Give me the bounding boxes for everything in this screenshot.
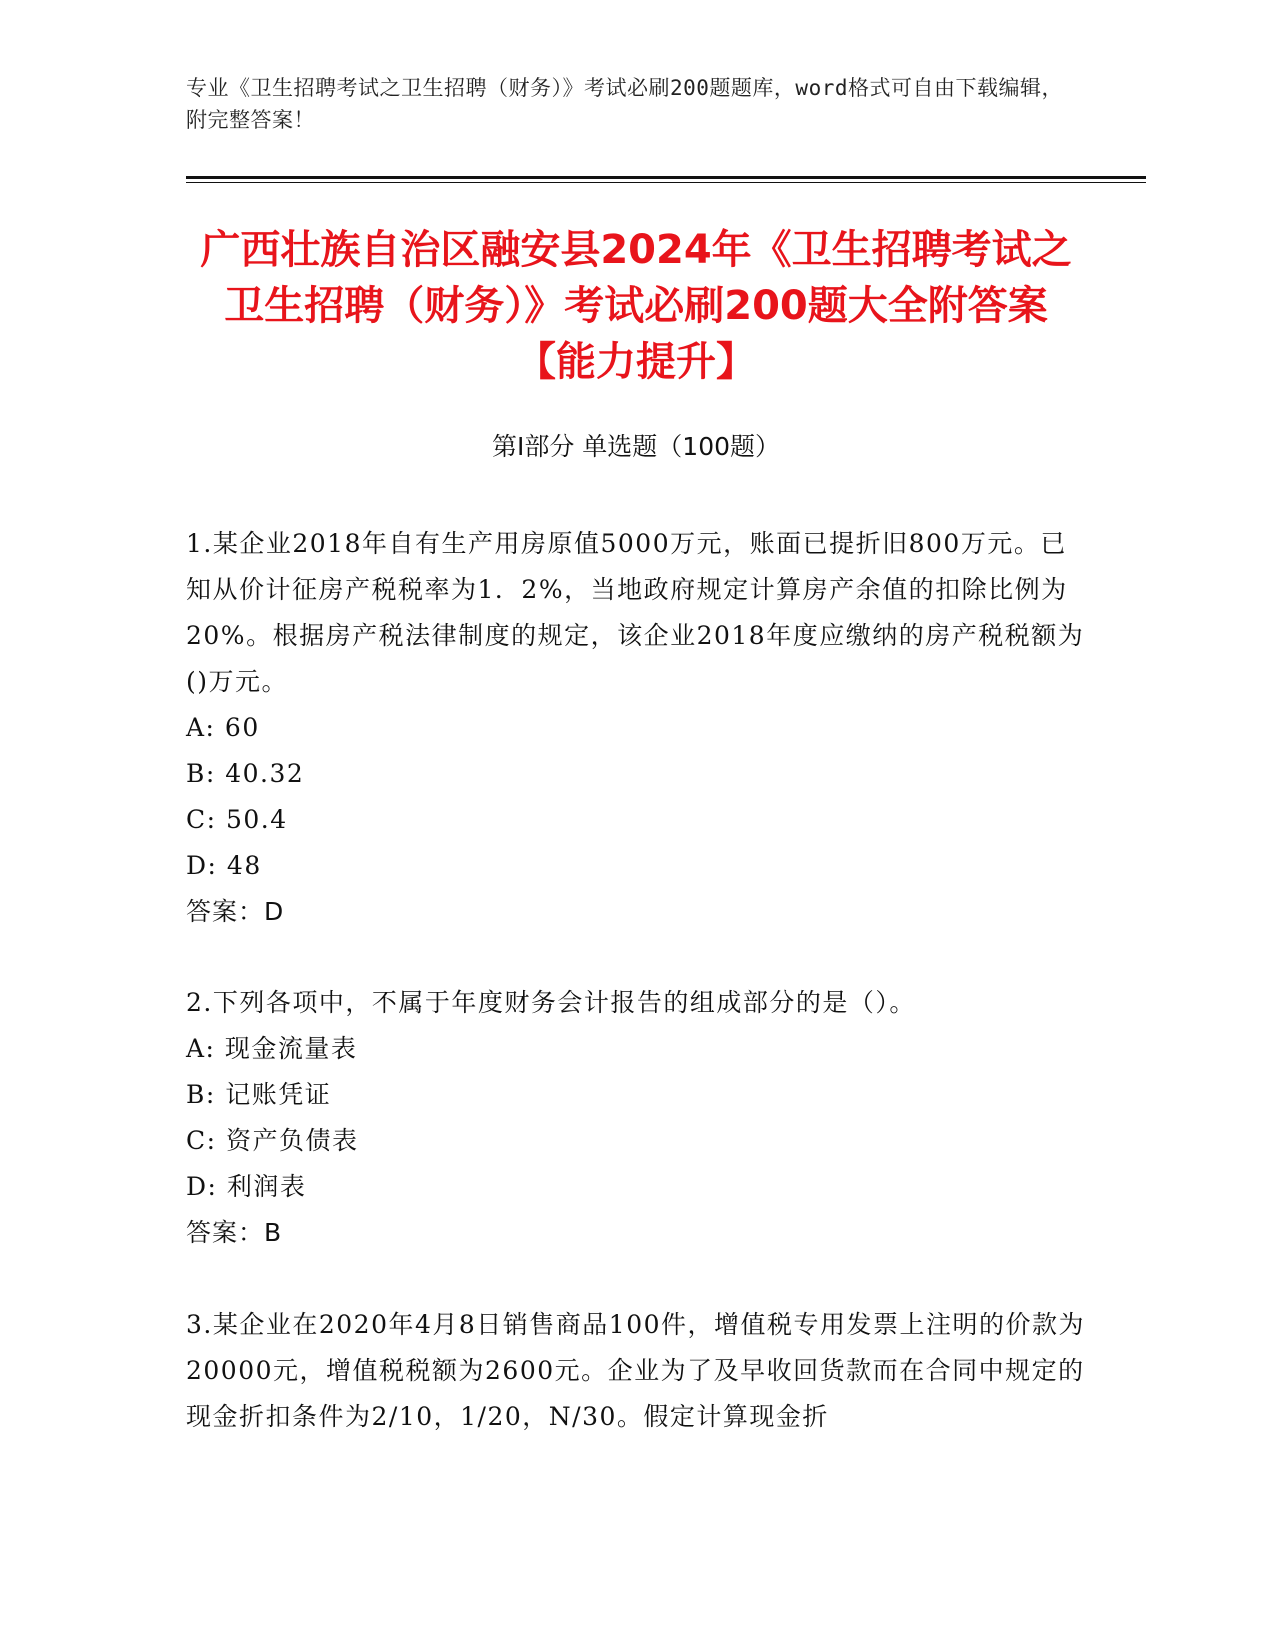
question-1: [186, 521, 1086, 935]
option-c: C: 资产负债表: [186, 1126, 359, 1155]
answer-line: 答案：D: [186, 897, 285, 926]
section-title: 第I部分 单选题（100题）: [491, 432, 781, 461]
question-3: [186, 1302, 1086, 1440]
question-stem: 3.某企业在2020年4月8日销售商品100件，增值税专用发票上注明的价款为20000元，增值税税额为2600元。企业为了及早收回货款而在合同中规定的现金折扣条件为2/10，1/20，N/30。假定计算现金折: [186, 1310, 1086, 1431]
option-b: B: 40.32: [186, 759, 305, 788]
option-a: A: 现金流量表: [186, 1034, 358, 1063]
question-stem: 2.下列各项中，不属于年度财务会计报告的组成部分的是（）。: [186, 988, 916, 1017]
option-d: D: 利润表: [186, 1172, 307, 1201]
option-d: D: 48: [186, 851, 262, 880]
header-note: 专业《卫生招聘考试之卫生招聘（财务）》考试必刷200题题库，word格式可自由下载编辑，附完整答案！: [186, 76, 1063, 132]
option-b: B: 记账凭证: [186, 1080, 332, 1109]
option-a: A: 60: [186, 713, 260, 742]
header-divider-thin: [186, 182, 1146, 183]
question-2: [186, 980, 1086, 1256]
question-stem: 1.某企业2018年自有生产用房原值5000万元，账面已提折旧800万元。已知从价计征房产税税率为1．2%，当地政府规定计算房产余值的扣除比例为20%。根据房产税法律制度的规定，该企业2018年度应缴纳的房产税税额为()万元。: [186, 529, 1085, 696]
header-divider-thick: [186, 176, 1146, 179]
option-c: C: 50.4: [186, 805, 288, 834]
document-title: 广西壮族自治区融安县2024年《卫生招聘考试之卫生招聘（财务）》考试必刷200题大全附答案【能力提升】: [200, 227, 1072, 385]
answer-line: 答案：B: [186, 1218, 283, 1247]
